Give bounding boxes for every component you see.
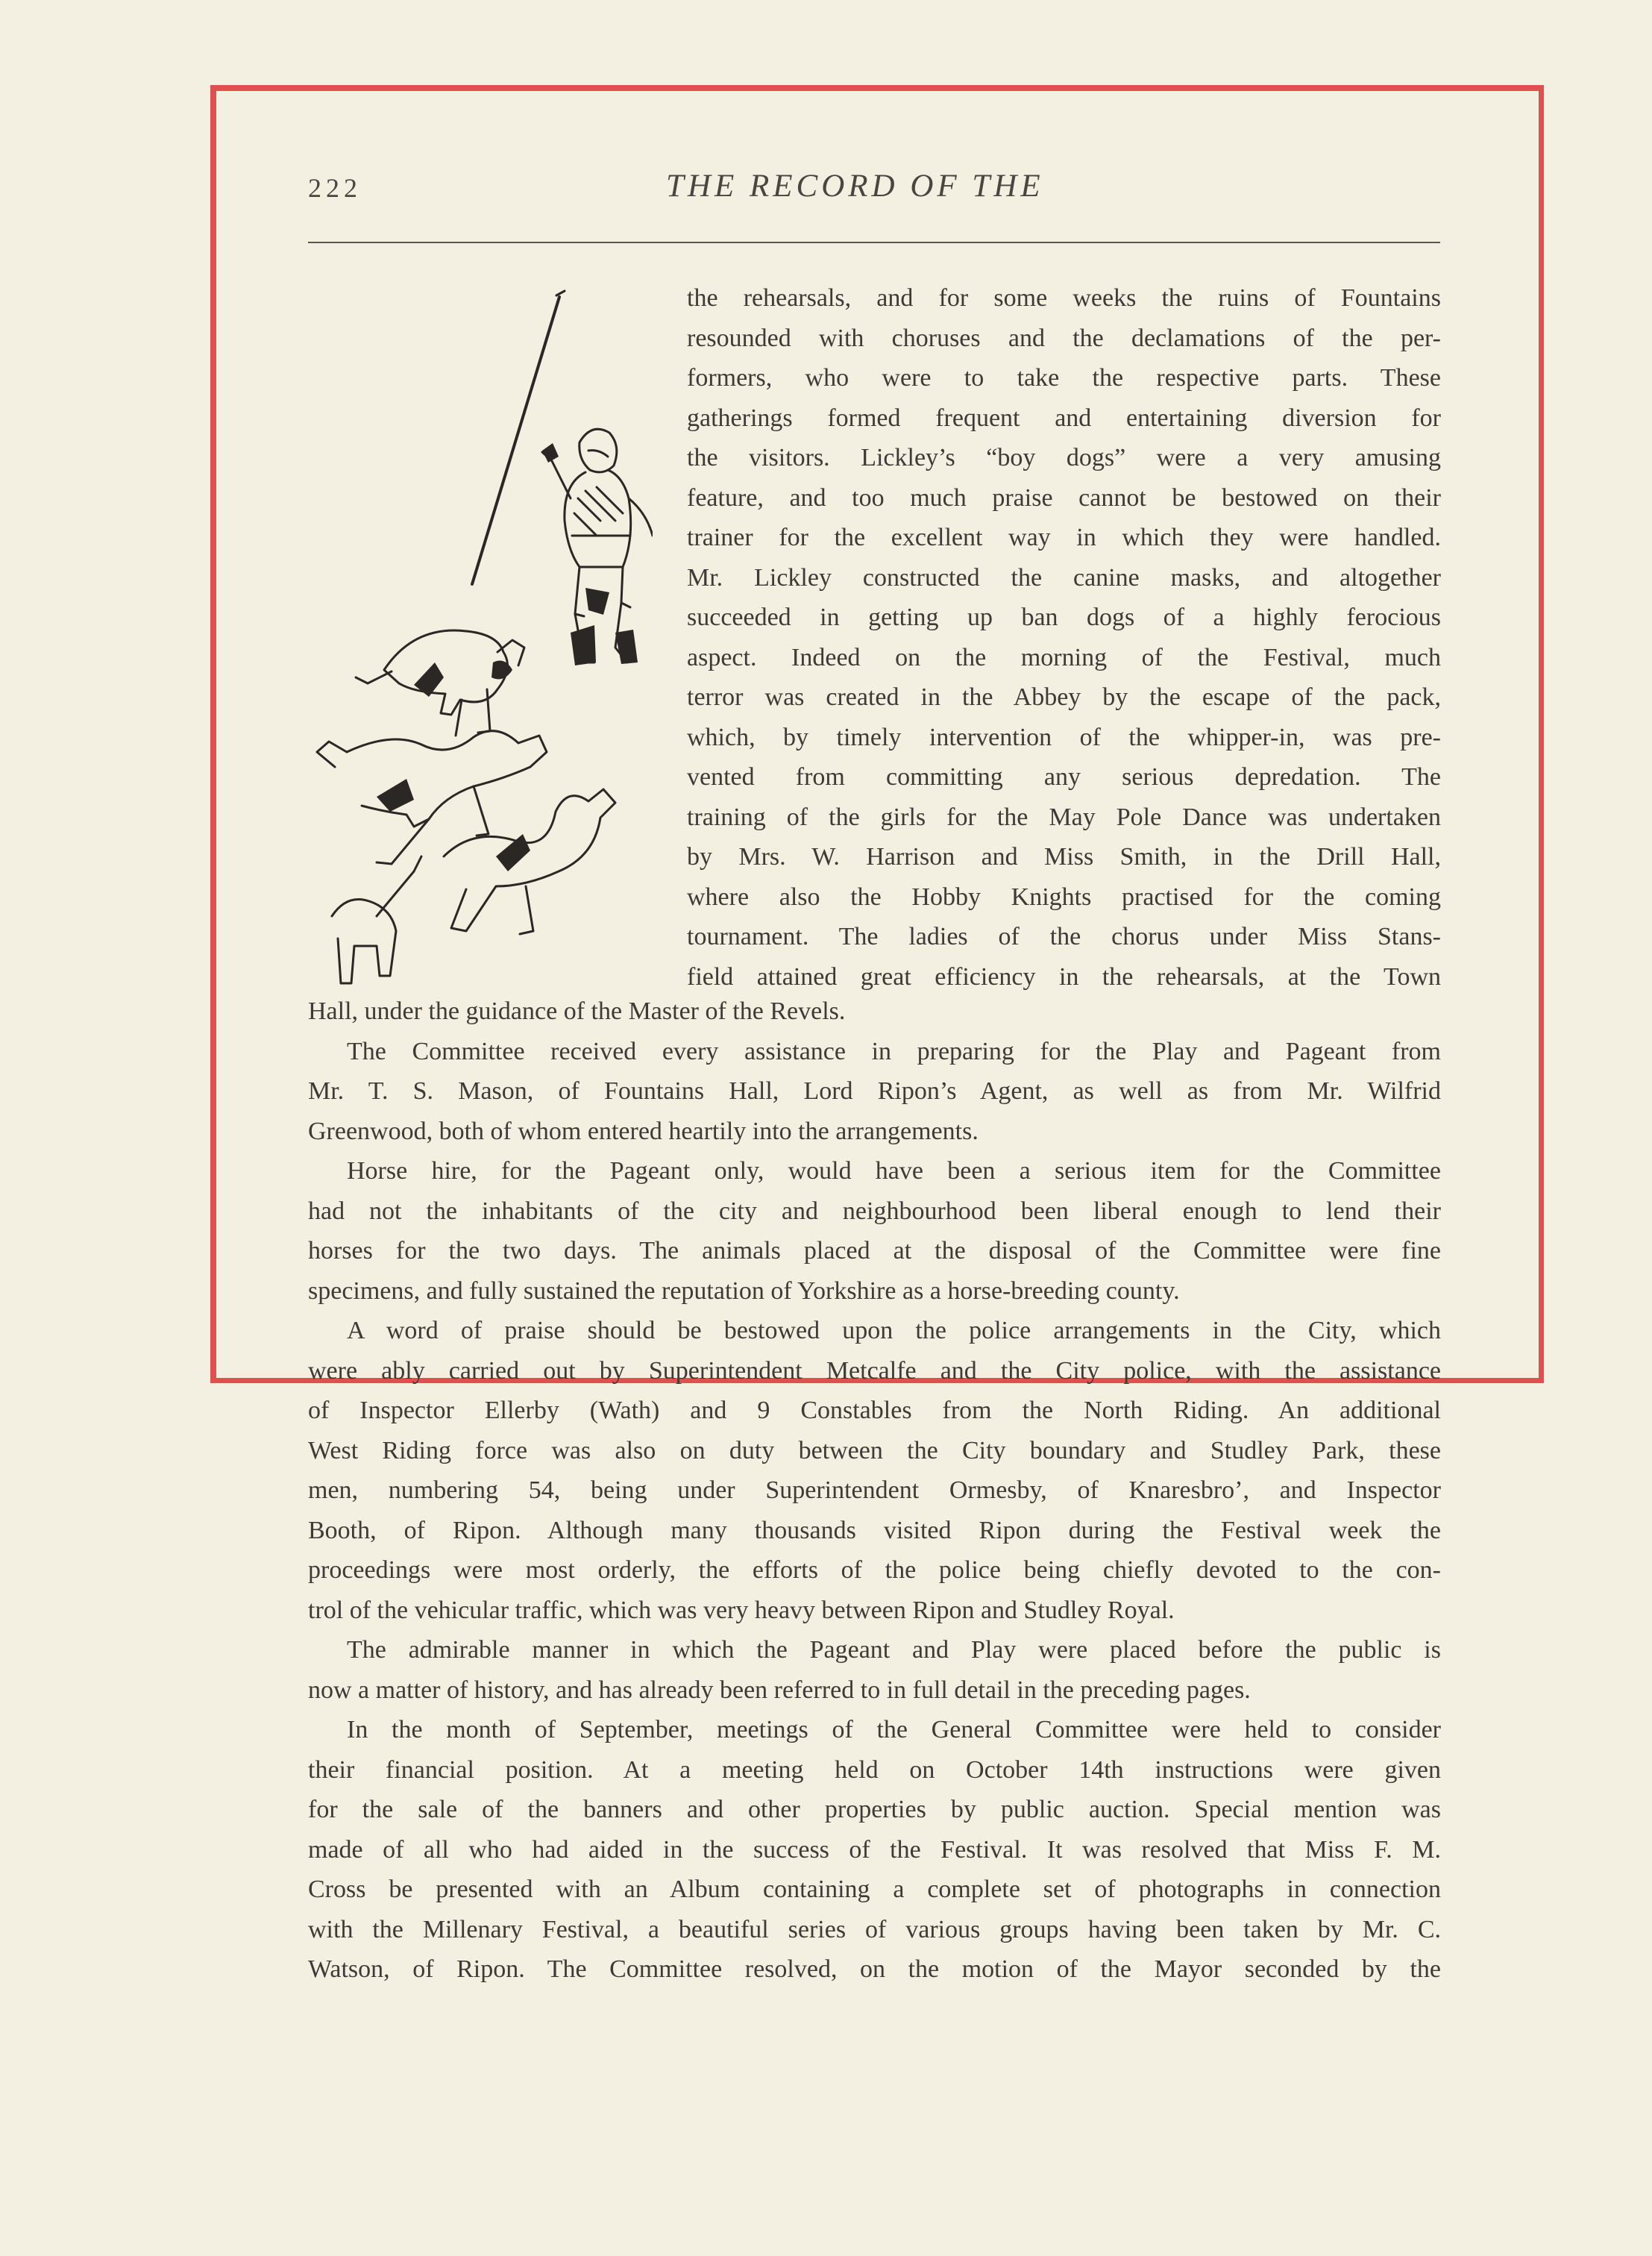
text-line: Cross be presented with an Album containing a complete set of photographs in connection <box>308 1876 1441 1903</box>
text-line: made of all who had aided in the success of the Festival. It was resolved that Miss F. M. <box>308 1835 1441 1864</box>
text-line: Greenwood, both of whom entered heartily into the arrangements. <box>308 1117 979 1145</box>
text-line: Hall, under the guidance of the Master of the Revels. <box>308 997 846 1025</box>
text-line: specimens, and fully sustained the reputation of Yorkshire as a horse-breeding county. <box>308 1276 1180 1305</box>
text-line: trol of the vehicular traffic, which was very heavy between Ripon and Studley Royal. <box>308 1596 1175 1624</box>
text-line: tournament. The ladies of the chorus under Miss Stans- <box>687 923 1441 950</box>
text-line: The admirable manner in which the Pageant and Play were placed before the public is <box>347 1636 1441 1664</box>
text-line: aspect. Indeed on the morning of the Festival, much <box>687 643 1441 671</box>
text-line: proceedings were most orderly, the efforts of the police being chiefly devoted to the con- <box>308 1556 1441 1584</box>
text-line: had not the inhabitants of the city and neighbourhood been liberal enough to lend their <box>308 1197 1441 1225</box>
text-line: the visitors. Lickley’s “boy dogs” were a very amusing <box>687 444 1441 471</box>
text-line: The Committee received every assistance in preparing for the Play and Pageant from <box>347 1037 1441 1065</box>
text-line: were ably carried out by Superintendent Metcalfe and the City police, with the assistance <box>308 1356 1441 1385</box>
page-number: 222 <box>308 173 362 203</box>
wrapped-paragraph <box>687 278 1441 997</box>
text-line: In the month of September, meetings of the General Committee were held to consider <box>347 1716 1441 1743</box>
text-line: for the sale of the banners and other properties by public auction. Special mention was <box>308 1796 1441 1823</box>
text-line: with the Millenary Festival, a beautiful series of various groups having been taken by Mr. C. <box>308 1915 1441 1943</box>
text-line: Mr. Lickley constructed the canine masks, and altogether <box>687 563 1441 592</box>
text-line: their financial position. At a meeting held on October 14th instructions were given <box>308 1755 1441 1784</box>
header-rule <box>308 242 1440 243</box>
text-line: West Riding force was also on duty between the City boundary and Studley Park, these <box>308 1436 1441 1464</box>
text-line: gatherings formed frequent and entertaining diversion for <box>687 404 1441 432</box>
text-line: Booth, of Ripon. Although many thousands visited Ripon during the Festival week the <box>308 1516 1441 1544</box>
running-head: THE RECORD OF THE <box>666 169 1044 204</box>
text-line: vented from committing any serious depredation. The <box>687 763 1441 791</box>
text-line: trainer for the excellent way in which they were handled. <box>687 524 1441 551</box>
text-line: Watson, of Ripon. The Committee resolved, on the motion of the Mayor seconded by the <box>308 1955 1441 1983</box>
text-line: succeeded in getting up ban dogs of a highly ferocious <box>687 604 1441 631</box>
text-line: where also the Hobby Knights practised for the coming <box>687 883 1441 911</box>
text-line: Mr. T. S. Mason, of Fountains Hall, Lord Ripon’s Agent, as well as from Mr. Wilfrid <box>308 1077 1441 1105</box>
page-header <box>308 168 1440 213</box>
text-line: by Mrs. W. Harrison and Miss Smith, in the Drill Hall, <box>687 843 1441 871</box>
text-line: Horse hire, for the Pageant only, would have been a serious item for the Committee <box>347 1157 1441 1185</box>
text-line: terror was created in the Abbey by the escape of the pack, <box>687 683 1441 711</box>
text-line: the rehearsals, and for some weeks the ruins of Fountains <box>687 284 1441 312</box>
text-line: horses for the two days. The animals placed at the disposal of the Committee were fine <box>308 1237 1441 1265</box>
body-paragraphs <box>308 991 1441 1990</box>
text-line: men, numbering 54, being under Superintendent Ormesby, of Knaresbro’, and Inspector <box>308 1476 1441 1504</box>
text-line: field attained great efficiency in the rehearsals, at the Town <box>687 962 1441 991</box>
text-line: A word of praise should be bestowed upon the police arrangements in the City, which <box>347 1317 1441 1344</box>
text-line: training of the girls for the May Pole Dance was undertaken <box>687 803 1441 831</box>
text-line: now a matter of history, and has already been referred to in full detail in the preceding pages. <box>308 1676 1251 1704</box>
text-line: formers, who were to take the respective parts. These <box>687 364 1441 392</box>
text-line: of Inspector Ellerby (Wath) and 9 Constables from the North Riding. An additional <box>308 1397 1441 1424</box>
text-line: feature, and too much praise cannot be bestowed on their <box>687 483 1441 512</box>
text-line: which, by timely intervention of the whipper-in, was pre- <box>687 723 1441 751</box>
text-line: resounded with choruses and the declamations of the per- <box>687 324 1441 352</box>
hunter-with-hounds-illustration <box>302 275 653 991</box>
